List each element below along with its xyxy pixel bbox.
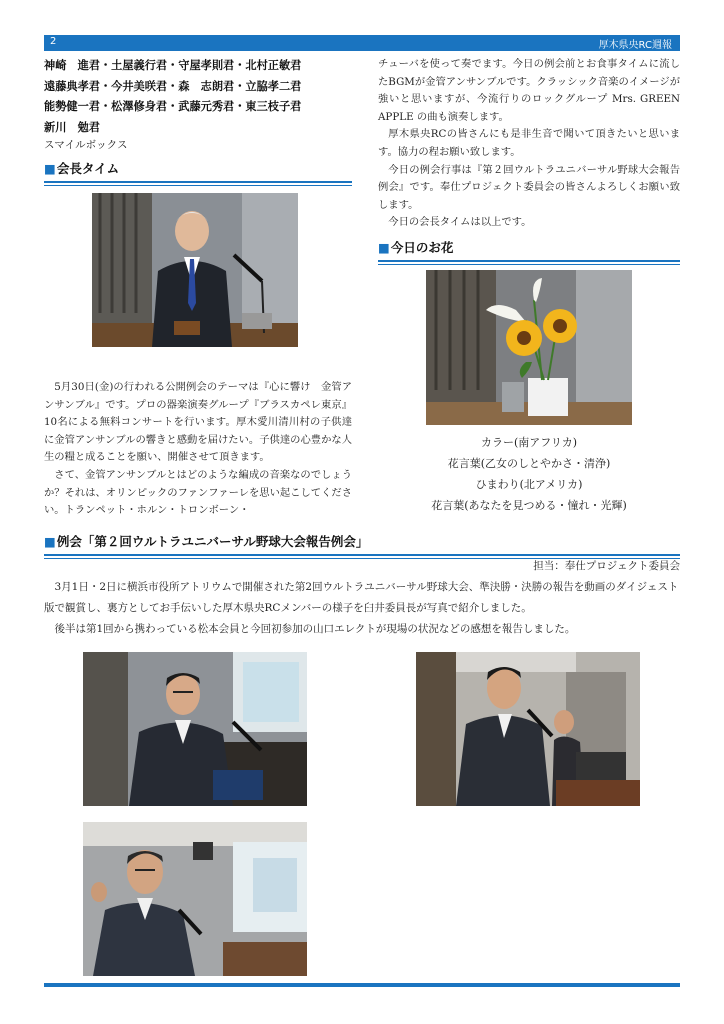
flower-caption: 花言葉(乙女のしとやかさ・清浄) xyxy=(447,457,611,470)
attendee-line: 新川 勉君 xyxy=(44,120,100,134)
president-paragraph: さて、金管アンサンブルとはどのような編成の音楽なのでしょうか？それは、オリンピックのファンファーレを思い起こしてください。トランペット・ホルン・トロンボーン・ xyxy=(44,468,352,517)
president-photo xyxy=(92,193,298,347)
president-paragraph: 今日の会長タイムは以上です。 xyxy=(388,216,532,229)
flower-photo xyxy=(426,270,632,425)
section-heading-flowers: ■今日のお花 xyxy=(378,238,680,262)
meeting-body xyxy=(44,577,680,640)
president-paragraph: 今日の例会行事は『第２回ウルトラユニバーサル野球大会報告例会』です。奉仕プロジェクト委員会の皆さんよろしくお願い致します。 xyxy=(378,163,680,211)
meeting-photo-speaker-3 xyxy=(83,822,307,976)
page-number: 2 xyxy=(50,36,57,47)
president-paragraph: 5月30日(金)の行われる公開例会のテーマは『心に響け 金管アンサンブル』です。プロの器楽演奏グループ『ブラスカペレ東京』10名による無料コンサートを行います。厚木愛川清川村の子供達に金管アンサンブルの響きと感動を届けたい。子供達の心豊かな人生の糧と成ることを願い、開催させて頂きます。 xyxy=(44,381,352,464)
meeting-photo-speaker-2 xyxy=(416,652,640,806)
square-bullet-icon: ■ xyxy=(44,534,56,549)
attendee-line: 神崎 進君・土屋義行君・守屋孝則君・北村正敏君 xyxy=(44,59,302,72)
president-paragraph: チューバを使って奏でます。今日の例会前とお食事タイムに流したBGMが金管アンサンブルです。クラッシック音楽のイメージが強いと思いますが、今流行りのロックグループ Mrs. GREEN APPLE の曲も演奏します。 xyxy=(378,58,680,123)
square-bullet-icon: ■ xyxy=(44,161,56,176)
flower-caption: カラー(南アフリカ) xyxy=(480,436,578,449)
right-column xyxy=(378,56,680,262)
meeting-paragraph: 後半は第1回から携わっている松本会員と今回初参加の山口エレクトが現場の状況などの感想を報告しました。 xyxy=(54,623,576,635)
header-bar xyxy=(44,35,680,51)
in-charge-label: 担当：奉仕プロジェクト委員会 xyxy=(533,560,680,572)
smile-box-label: スマイルボックス xyxy=(44,139,128,151)
square-bullet-icon: ■ xyxy=(378,239,390,255)
meeting-paragraph: 3月1日・2日に横浜市役所アトリウムで開催された第2回ウルトラユニバーサル野球大会、準決勝・決勝の報告を動画のダイジェスト版で観賞し、裏方としてお手伝いした厚木県央RCメンバーの様子を臼井委員長が写真で紹介しました。 xyxy=(44,581,679,614)
attendee-line: 能勢健一君・松澤修身君・武藤元秀君・東三枝子君 xyxy=(44,100,302,113)
section-heading-president: ■会長タイム xyxy=(44,159,352,183)
publication-title: 厚木県央RC週報 xyxy=(598,40,672,51)
attendee-line: 遠藤典孝君・今井美咲君・森 志朗君・立脇孝二君 xyxy=(44,79,302,93)
section-heading-meeting: ■例会「第２回ウルトラユニバーサル野球大会報告例会」 xyxy=(44,532,680,556)
footer-rule xyxy=(44,983,680,987)
meeting-photo-speaker-1 xyxy=(83,652,307,806)
flower-caption: 花言葉(あなたを見つめる・憧れ・光輝) xyxy=(431,499,627,512)
president-paragraph: 厚木県央RCの皆さんにも是非生音で聞いて頂きたいと思います。協力の程お願い致します。 xyxy=(378,128,680,158)
flower-caption: ひまわり(北アメリカ) xyxy=(475,478,583,491)
attendee-list xyxy=(44,56,352,138)
flower-captions xyxy=(378,432,680,516)
